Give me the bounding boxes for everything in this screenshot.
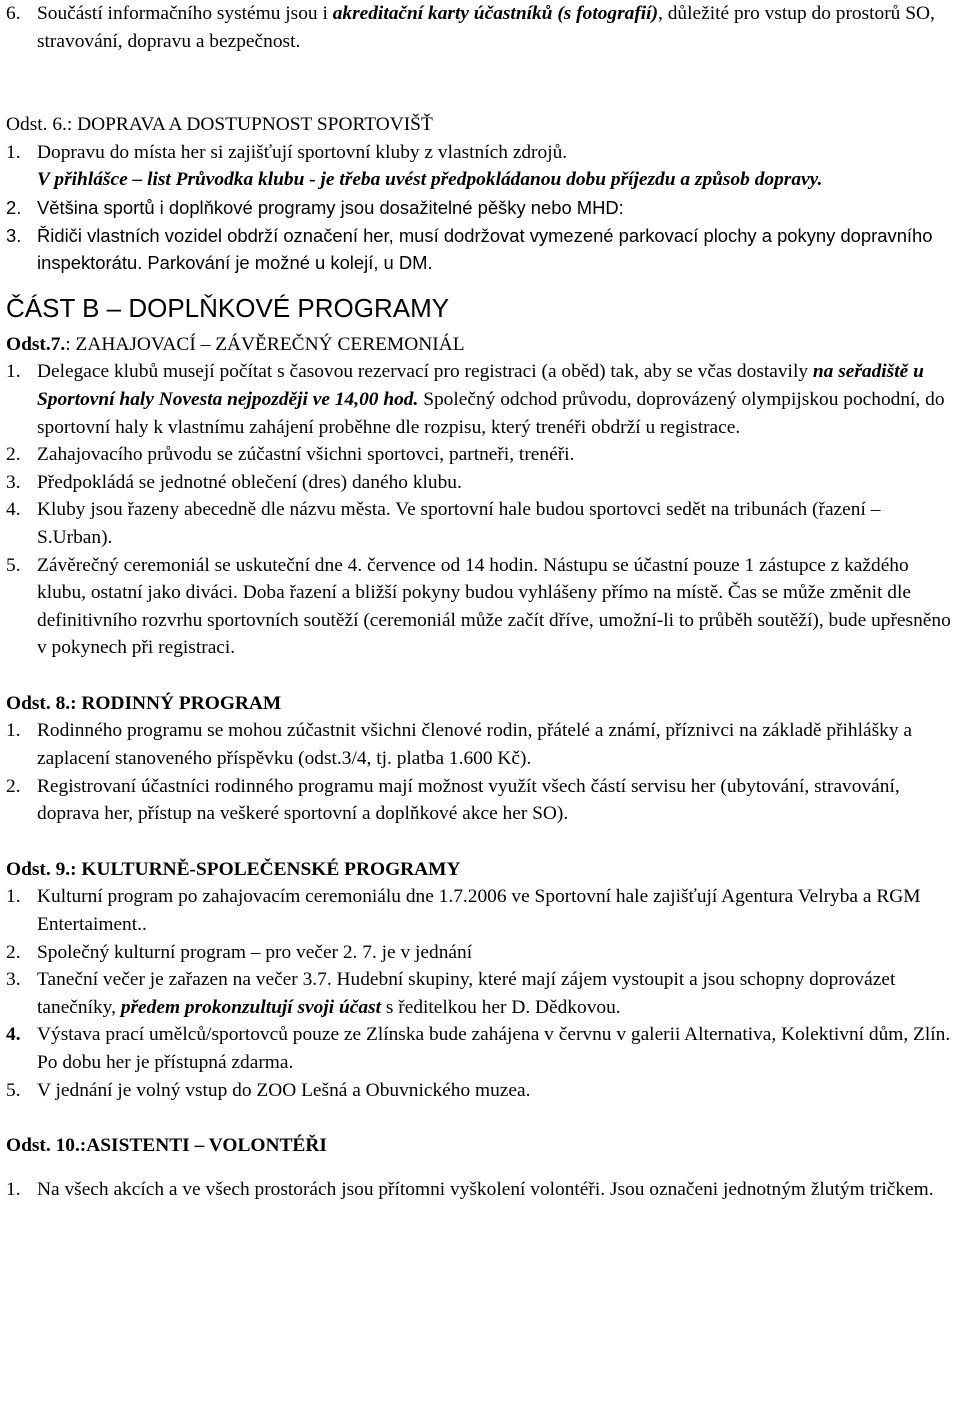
item-text-emphasis: předem prokonzultují svoji účast [120, 996, 382, 1018]
item-text-emphasis: akreditační karty účastníků (s fotografií) [332, 3, 659, 24]
item-text: Řidiči vlastních vozidel obdrží označení her, musí dodržovat vymezené parkovací plochy a pokyny dopravního inspektorátu. Parkování je možné u kolejí, u DM. [37, 224, 933, 274]
item-text: Zahajovacího průvodu se zúčastní všichni sportovci, partneři, trenéři. [37, 444, 575, 466]
item-number: 3. [6, 969, 21, 991]
list-item [6, 1077, 960, 1105]
item-number: 1. [6, 720, 21, 742]
list-item [6, 773, 960, 828]
list-item [6, 222, 960, 277]
item-text: Kluby jsou řazeny abecedně dle názvu města. Ve sportovní hale budou sportovci sedět na tribunách (řazení – S.Urban). [37, 499, 881, 548]
list-item [6, 883, 960, 938]
item-text: Na všech akcích a ve všech prostorách jsou přítomni vyškolení volontéři. Jsou označeni jednotným žlutým tričkem. [37, 1178, 934, 1200]
section-heading [6, 331, 960, 359]
item-number: 1. [6, 886, 21, 908]
item-number: 2. [6, 941, 21, 963]
list-item [6, 469, 960, 497]
item-text: Závěrečný ceremoniál se uskuteční dne 4. července od 14 hodin. Nástupu se účastní pouze 1 zástupce z každého klubu, ostatní jako diváci. Doba řazení a bližší pokyny budou vyhlášeny přímo na místě. Čas se může změnit dle definitivního rozvrhu sportovních soutěží (ceremoniál může začít dříve, umožní-li to průběh soutěží), bude upřesněno v pokynech při registraci. [37, 554, 951, 659]
list-item [6, 358, 960, 441]
item-number: 1. [6, 361, 21, 383]
section-heading: Odst. 6.: DOPRAVA A DOSTUPNOST SPORTOVIŠŤ [6, 114, 433, 136]
list-item [6, 1176, 960, 1204]
item-text: Většina sportů i doplňkové programy jsou dosažitelné pěšky nebo MHD: [37, 196, 624, 218]
list-item [6, 0, 960, 55]
item-number: 4. [6, 499, 21, 521]
section-heading: Odst. 8.: RODINNÝ PROGRAM [6, 692, 282, 714]
list-item [6, 552, 960, 662]
item-number: 4. [6, 1024, 21, 1046]
item-number: 3. [6, 224, 22, 246]
item-text: V přihlášce – list Průvodka klubu - je třeba uvést předpokládanou dobu příjezdu a způsob dopravy. [37, 169, 823, 191]
part-title: ČÁST B – DOPLŇKOVÉ PROGRAMY [6, 292, 450, 323]
item-text: Delegace klubů musejí počítat s časovou rezervací pro registraci (a oběd) tak, aby se včas dostavily [37, 361, 813, 383]
item-number: 2. [6, 444, 21, 466]
item-text: Předpokládá se jednotné oblečení (dres) daného klubu. [37, 471, 462, 493]
item-text: Společný odchod průvodu, doprovázený olympijskou pochodní, do sportovní haly k vlastnímu zahájení proběhne dle rozpisu, který trenéři obdrží u registrace. [37, 388, 945, 438]
item-number: 1. [6, 141, 21, 163]
list-item [6, 139, 960, 167]
item-text-emphasis: na seřadiště u Sportovní haly Novesta nejpozději ve 14,00 hod. [37, 361, 924, 410]
list-item [6, 441, 960, 469]
item-text: Kulturní program po zahajovacím ceremoniálu dne 1.7.2006 ve Sportovní hale zajišťují Agentura Velryba a RGM Entertaiment.. [37, 886, 921, 936]
item-number: 2. [6, 196, 22, 218]
item-text: s ředitelkou her D. Dědkovou. [381, 996, 621, 1018]
list-item [6, 166, 960, 194]
list-item [6, 939, 960, 967]
item-text: Rodinného programu se mohou zúčastnit všichni členové rodin, přátelé a známí, příznivci na základě přihlášky a zaplacení stanoveného příspěvku (odst.3/4, tj. platba 1.600 Kč). [37, 720, 912, 770]
section-heading-number: Odst.7. [6, 333, 66, 355]
item-text: Společný kulturní program – pro večer 2. 7. je v jednání [37, 941, 473, 963]
section-heading: Odst. 10.:ASISTENTI – VOLONTÉŘI [6, 1135, 327, 1157]
list-item [6, 496, 960, 551]
item-number: 5. [6, 554, 21, 576]
item-number: 1. [6, 1178, 21, 1200]
item-number: 5. [6, 1079, 21, 1101]
item-text: Dopravu do místa her si zajišťují sportovní kluby z vlastních zdrojů. [37, 141, 568, 163]
item-text: Taneční večer je zařazen na večer 3.7. Hudební skupiny, které mají zájem vystoupit a jsou schopny doprovázet tanečníky, [37, 969, 896, 1018]
item-number: 3. [6, 471, 21, 493]
item-text: V jednání je volný vstup do ZOO Lešná a Obuvnického muzea. [37, 1079, 531, 1101]
item-text: Výstava prací umělců/sportovců pouze ze Zlínska bude zahájena v červnu v galerii Alternativa, Kolektivní dům, Zlín. Po dobu her je přístupná zdarma. [37, 1024, 951, 1073]
item-text: Součástí informačního systému jsou i [37, 3, 333, 24]
list-item [6, 194, 960, 222]
list-item [6, 717, 960, 772]
item-text: , důležité pro vstup do prostorů SO, stravování, dopravu a bezpečnost. [37, 3, 935, 52]
item-number: 2. [6, 775, 21, 797]
section-heading: Odst. 9.: KULTURNĚ-SPOLEČENSKÉ PROGRAMY [6, 858, 461, 880]
list-item [6, 966, 960, 1021]
list-item [6, 1021, 960, 1076]
item-number: 6. [6, 3, 21, 24]
item-text: Registrovaní účastníci rodinného programu mají možnost využít všech částí servisu her (ubytování, stravování, doprava her, přístup na veškeré sportovní a doplňkové akce her SO). [37, 775, 900, 825]
section-heading-title: : ZAHAJOVACÍ – ZÁVĚREČNÝ CEREMONIÁL [65, 333, 465, 355]
